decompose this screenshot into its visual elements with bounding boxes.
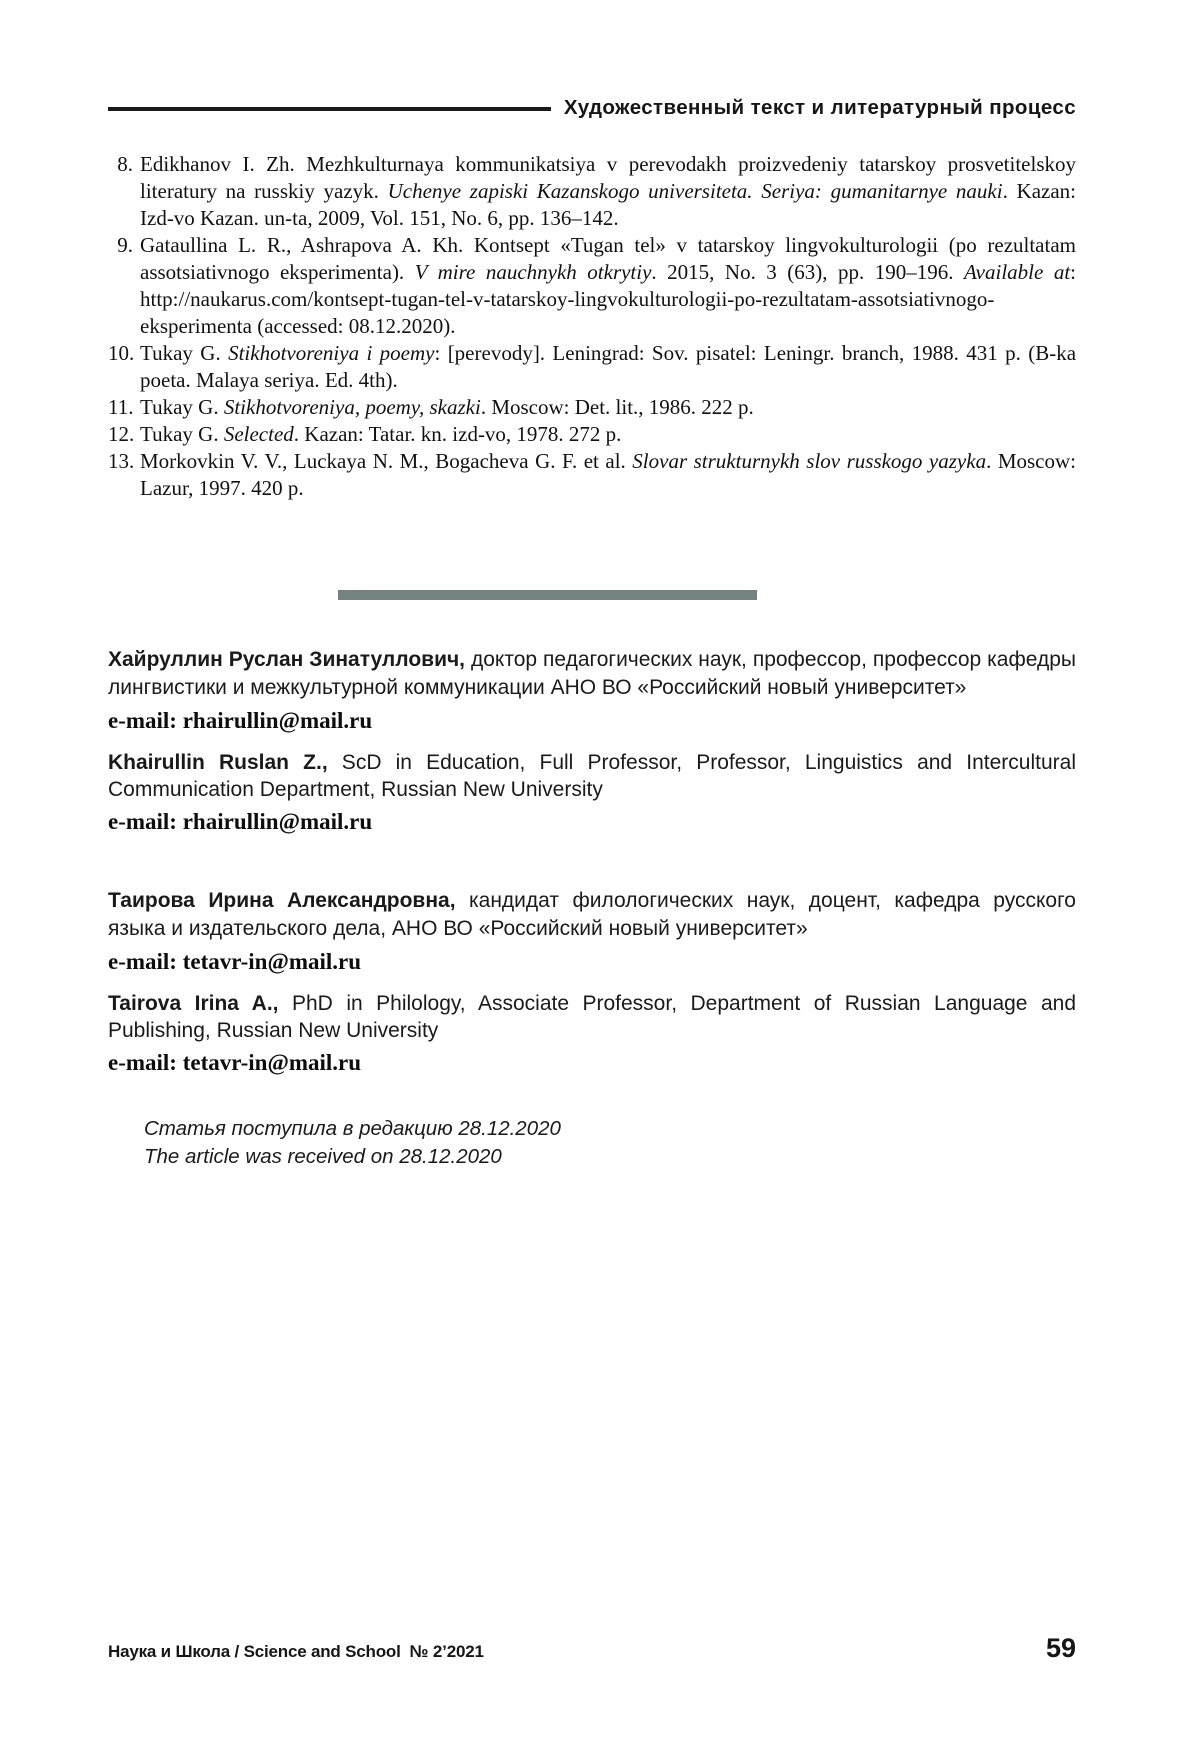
- reference-text: Tukay G. Stikhotvoreniya i poemy: [perevody]. Leningrad: Sov. pisatel: Leningr. branch, 1988. 431 p. (B-ka poeta. Malaya seriya. Ed. 4th).: [140, 341, 1077, 392]
- author-email-ru: e-mail: tetavr-in@mail.ru: [108, 949, 362, 974]
- page-content: [108, 0, 1076, 1171]
- reference-item: [108, 340, 1076, 394]
- received-date-en: The article was received on 28.12.2020: [144, 1145, 502, 1168]
- reference-number: 9.: [117, 233, 133, 257]
- reference-number: 8.: [117, 152, 133, 176]
- reference-text: Tukay G. Stikhotvoreniya, poemy, skazki. Moscow: Det. lit., 1986. 222 p.: [140, 395, 754, 419]
- running-header: [108, 96, 1076, 120]
- author-email-en: e-mail: tetavr-in@mail.ru: [108, 1050, 362, 1075]
- author-email-en: e-mail: rhairullin@mail.ru: [108, 809, 373, 834]
- reference-text: Tukay G. Selected. Kazan: Tatar. kn. izd-vo, 1978. 272 p.: [140, 422, 622, 446]
- reference-item: [108, 151, 1076, 232]
- author-info-ru: [108, 887, 1076, 943]
- reference-item: [108, 394, 1076, 421]
- reference-number: 13.: [108, 449, 135, 473]
- section-title: Художественный текст и литературный процесс: [563, 96, 1076, 119]
- journal-title: Наука и Школа / Science and School № 2’2021: [108, 1642, 484, 1661]
- author-desc-en: PhD in Philology, Associate Professor, Department of Russian Language and Publishing, Russian New University: [108, 992, 1076, 1042]
- reference-text: Morkovkin V. V., Luckaya N. M., Bogacheva G. F. et al. Slovar strukturnykh slov russkogo yazyka. Moscow: Lazur, 1997. 420 p.: [140, 449, 1076, 500]
- reference-number: 12.: [108, 422, 135, 446]
- reference-number: 10.: [108, 341, 135, 365]
- author-desc-ru: кандидат филологических наук, доцент, кафедра русского языка и издательского дела, АНО ВО «Российский новый университет»: [108, 889, 1076, 940]
- header-rule: [108, 107, 551, 111]
- author-block-khairullin: [108, 646, 1076, 838]
- reference-item: [108, 421, 1076, 448]
- author-info-en: [108, 990, 1076, 1044]
- author-block-tairova: [108, 887, 1076, 1079]
- author-email-ru: e-mail: rhairullin@mail.ru: [108, 708, 373, 733]
- author-name-en: Tairova Irina A.,: [108, 992, 279, 1015]
- reference-item: [108, 232, 1076, 340]
- reference-text: Gataullina L. R., Ashrapova A. Kh. Kontsept «Tugan tel» v tatarskoy lingvokulturologii (po rezultatam assotsiativnogo eksperimenta). V mire nauchnykh otkrytiy. 2015, No. 3 (63), pp. 190–196. Available at: http://naukarus.com/kontsept-tugan-tel-v-tatarskoy-lingvokulturologii-po-rezultatam-assotsiativnogo-eksperimenta (accessed: 08.12.2020).: [140, 233, 1076, 338]
- author-name-ru: Хайруллин Руслан Зинатуллович,: [108, 648, 465, 671]
- author-name-ru: Таирова Ирина Александровна,: [108, 889, 456, 912]
- received-date-ru: Статья поступила в редакцию 28.12.2020: [144, 1117, 561, 1140]
- author-info-ru: [108, 646, 1076, 702]
- received-dates: [144, 1115, 1076, 1171]
- author-desc-ru: доктор педагогических наук, профессор, профессор кафедры лингвистики и межкультурной коммуникации АНО ВО «Российский новый университет»: [108, 648, 1076, 699]
- reference-number: 11.: [108, 395, 134, 419]
- page-number: 59: [1045, 1633, 1076, 1663]
- references-list: [108, 151, 1076, 502]
- author-desc-en: ScD in Education, Full Professor, Professor, Linguistics and Intercultural Communication Department, Russian New University: [108, 751, 1076, 801]
- reference-text: Edikhanov I. Zh. Mezhkulturnaya kommunikatsiya v perevodakh proizvedeniy tatarskoy prosvetitelskoy literatury na russkiy yazyk. Uchenye zapiski Kazanskogo universiteta. Seriya: gumanitarnye nauki. Kazan: Izd-vo Kazan. un-ta, 2009, Vol. 151, No. 6, pp. 136–142.: [140, 152, 1076, 230]
- author-name-en: Khairullin Ruslan Z.,: [108, 751, 328, 774]
- author-info-en: [108, 749, 1076, 803]
- page-footer: [108, 1633, 1076, 1664]
- reference-item: [108, 448, 1076, 502]
- section-divider: [338, 590, 757, 600]
